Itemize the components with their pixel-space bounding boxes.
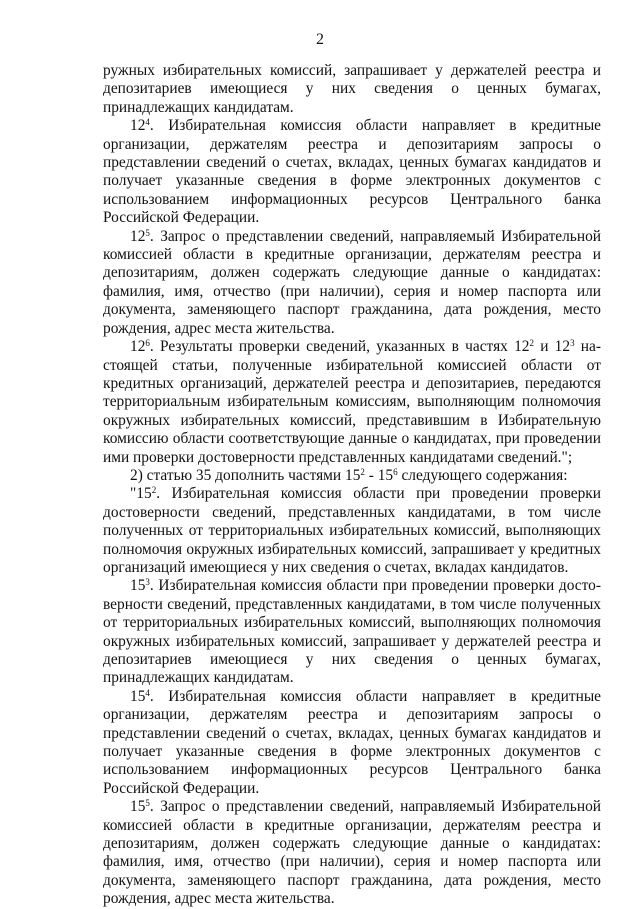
superscript: 5 xyxy=(145,227,150,238)
text-run: . Запрос о представлении сведений, направляемый Избирательной комиссией области в кредитные организации, держателям реестра и депозитариям, должен содержать следующие данные о кандидатах: фамилия, имя, отчество (при наличии), серия и номер паспорта или документа, заменяющего паспорт гражданина, дата рождения, место рождения, адрес места жительства. xyxy=(103,798,601,908)
superscript: 5 xyxy=(145,798,150,809)
document-body xyxy=(103,62,601,909)
text-run: 12 xyxy=(130,227,146,245)
paragraph-part-12-5 xyxy=(103,228,601,338)
superscript: 4 xyxy=(145,687,150,698)
text-run: 15 xyxy=(130,577,146,595)
text-run: . Запрос о представлении сведений, направляемый Избирательной комиссией области в кредитные организации, держателям реестра и депозитариям, должен содержать следующие данные о кандидатах: фамилия, имя, отчество (при наличии), серия и номер паспорта или документа, заменяющего паспорт гражданина, дата рождения, место рождения, адрес места жительства. xyxy=(103,227,601,337)
text-run: 15 xyxy=(130,798,146,816)
text-run: . Избирательная комиссия области при проведении проверки достоверности сведений, представленных кандидатами, в том числе полученных от территориальных избирательных комиссий, выполняющих полномочия окружных избирательных комиссий, запрашивает у держателей реестра и депозитариев имеющиеся у них сведения о ценных бумагах, принадлежащих кандидатам. xyxy=(103,577,601,687)
page-number: 2 xyxy=(316,31,324,48)
text-run: - 15 xyxy=(364,466,394,484)
superscript: 2 xyxy=(529,338,534,349)
text-run: настоящей статьи, полученные избирательной комиссией области от кредитных организаций, держателей реестра и депозитариев, передаются территориальным избирательным комиссиям, выполняющим полномочия окружных избирательных комиссий, представившим в Избирательную комиссию области соответствующие данные о кандидатах, при проведении ими проверки достоверности представленных кандидатами сведений."; xyxy=(103,338,601,466)
text-run: 15 xyxy=(130,687,146,705)
paragraph-part-15-5 xyxy=(103,798,601,908)
superscript: 6 xyxy=(393,466,398,477)
paragraph-part-12-6 xyxy=(103,338,601,467)
text-run: 2) статью 35 дополнить частями 15 xyxy=(130,466,361,484)
paragraph-part-15-4 xyxy=(103,688,601,798)
paragraph-part-15-3 xyxy=(103,577,601,687)
paragraph-part-12-4 xyxy=(103,117,601,227)
text-run: . Избирательная комиссия области при проведении проверки достоверности сведений, представленных кандидатами, в том числе полученных от территориальных избирательных комиссий, выполняющих полномочия окружных избирательных комиссий, запрашивает у кредитных организаций имеющиеся у них сведения о счетах, вкладах кандидатов. xyxy=(103,485,601,576)
text-run: . Избирательная комиссия области направляет в кредитные организации, держателям реестра и депозитариям запросы о представлении сведений о счетах, вкладах, ценных бумагах кандидатов и получает указанные сведения в форме электронных документов с использованием информационных ресурсов Центрального банка Российской Федерации. xyxy=(103,117,601,227)
superscript: 3 xyxy=(145,577,150,588)
text-run: 12 xyxy=(130,117,146,135)
text-run: и 12 xyxy=(533,338,571,356)
text-run: . Избирательная комиссия области направляет в кредитные организации, держателям реестра и депозитариям запросы о представлении сведений о счетах, вкладах, ценных бумагах кандидатов и получает указанные сведения в форме электронных документов с использованием информационных ресурсов Центрального банка Российской Федерации. xyxy=(103,687,601,797)
text-run: . Результаты проверки сведений, указанных в частях 12 xyxy=(149,338,530,356)
paragraph-part-15-2 xyxy=(103,485,601,577)
superscript: 4 xyxy=(145,117,150,128)
superscript: 2 xyxy=(360,466,365,477)
text-run: ружных избирательных комиссий, запрашивает у держателей реестра и депозитариев имеющиеся у них сведения о ценных бумагах, принадлежащих кандидатам. xyxy=(103,62,601,116)
superscript: 3 xyxy=(570,338,575,349)
paragraph-continued xyxy=(103,62,601,117)
paragraph-item-2 xyxy=(103,467,601,485)
text-run: следующего содержания: xyxy=(397,466,568,484)
text-run: 12 xyxy=(130,338,146,356)
text-run: "15 xyxy=(130,485,152,503)
superscript: 2 xyxy=(151,485,157,496)
superscript: 6 xyxy=(145,338,150,349)
